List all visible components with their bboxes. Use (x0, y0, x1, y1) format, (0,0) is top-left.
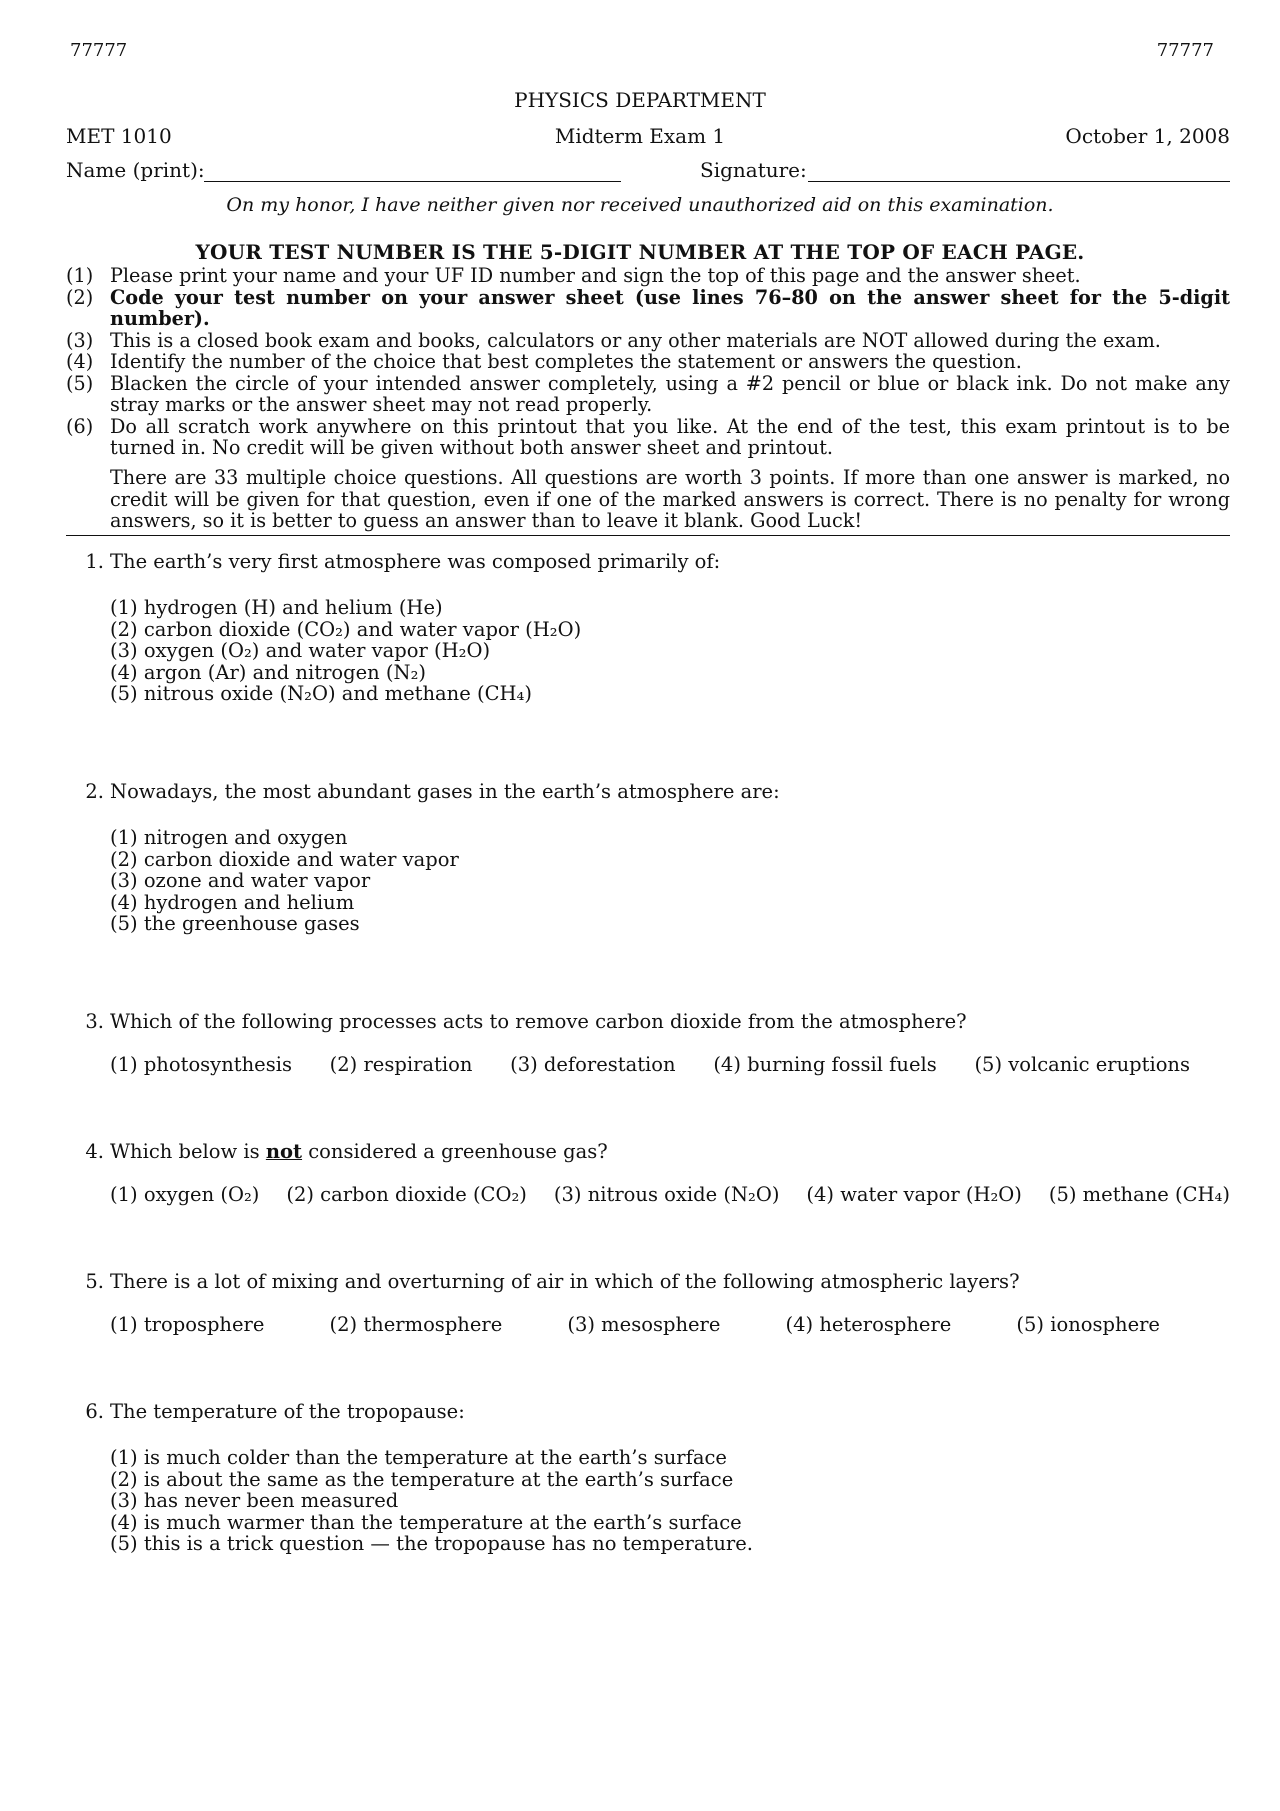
test-number-left: 77777 (70, 40, 128, 61)
exam-date: October 1, 2008 (1065, 124, 1230, 148)
answer-choice: (4) argon (Ar) and nitrogen (N₂) (110, 660, 426, 684)
question-number: 5. (85, 1270, 104, 1293)
answer-choice: (3) ozone and water vapor (110, 869, 371, 892)
answer-choice: (4) water vapor (H₂O) (806, 1183, 1022, 1206)
answer-choice: (4) heterosphere (785, 1313, 952, 1336)
instruction-item: (5) Blacken the circle of your intended answer completely, using a #2 pencil or blue or black ink. Do not make any stray marks or the answer sheet may not read properly. (66, 371, 1230, 416)
instructions-list (66, 265, 1230, 459)
emphasis-not: not (265, 1140, 303, 1163)
question-number: 1. (85, 550, 104, 573)
question-5 (66, 1270, 1230, 1336)
answer-choice: (5) volcanic eruptions (974, 1053, 1190, 1076)
answer-choice: (5) nitrous oxide (N₂O) and methane (CH₄) (110, 682, 532, 705)
answer-choice: (3) nitrous oxide (N₂O) (553, 1183, 780, 1206)
instruction-item: (3) This is a closed book exam and books, calculators or any other materials are NOT allowed during the exam. (66, 328, 1161, 352)
question-stem: The temperature of the tropopause: (110, 1400, 465, 1423)
honor-pledge: On my honor, I have neither given nor received unauthorized aid on this examination. (226, 194, 1054, 216)
test-number-headline: YOUR TEST NUMBER IS THE 5-DIGIT NUMBER AT THE TOP OF EACH PAGE. (195, 240, 1085, 264)
answer-choice: (1) nitrogen and oxygen (110, 826, 348, 849)
answer-choice: (1) photosynthesis (110, 1053, 292, 1076)
answer-choice: (3) mesosphere (567, 1313, 721, 1336)
answer-choice: (2) thermosphere (329, 1313, 503, 1336)
question-4 (66, 1140, 1230, 1206)
question-number: 6. (85, 1400, 104, 1423)
instruction-item: (6) Do all scratch work anywhere on this printout that you like. At the end of the test, this exam printout is to be turned in. No credit will be given without both answer sheet and printout. (66, 414, 1230, 459)
answer-choice: (2) carbon dioxide (CO₂) and water vapor (H₂O) (110, 617, 582, 641)
answer-choice: (1) troposphere (110, 1313, 265, 1336)
answer-choice: (4) hydrogen and helium (110, 890, 355, 914)
name-field[interactable] (204, 181, 621, 182)
question-1 (66, 550, 1230, 705)
course-code: MET 1010 (66, 124, 172, 148)
answer-choice: (1) is much colder than the temperature at the earth’s surface (110, 1446, 727, 1469)
signature-field[interactable] (808, 181, 1230, 182)
instruction-item: (4) Identify the number of the choice that best completes the statement or answers the question. (66, 350, 1022, 373)
answer-choice: (5) the greenhouse gases (110, 912, 360, 935)
answer-choice: (5) ionosphere (1016, 1313, 1160, 1336)
name-label: Name (print): (66, 158, 205, 182)
question-stem: Nowadays, the most abundant gases in the earth’s atmosphere are: (110, 780, 780, 803)
answer-choice: (1) hydrogen (H) and helium (He) (110, 596, 443, 619)
signature-label: Signature: (700, 158, 807, 182)
question-stem: Which of the following processes acts to remove carbon dioxide from the atmosphere? (110, 1010, 967, 1033)
question-number: 2. (85, 780, 104, 803)
question-6 (66, 1400, 1230, 1555)
instruction-item: (2) Code your test number on your answer sheet (use lines 76–80 on the answer sheet for the 5-digit number). (66, 285, 1230, 330)
department-title: PHYSICS DEPARTMENT (514, 88, 766, 112)
instruction-item: (1) Please print your name and your UF ID number and sign the top of this page and the answer sheet. (66, 264, 1081, 287)
answer-choice: (2) respiration (329, 1053, 473, 1076)
question-stem: The earth’s very first atmosphere was composed primarily of: (110, 550, 721, 573)
exam-note: There are 33 multiple choice questions. All questions are worth 3 points. If more than one answer is marked, no credit will be given for that question, even if one of the marked answers is correct. There is no penalty for wrong answers, so it is better to guess an answer than to leave it blank. Good Luck! (110, 466, 1230, 532)
question-stem: Which below is not considered a greenhouse gas? (110, 1140, 608, 1163)
answer-choice: (3) deforestation (510, 1053, 676, 1076)
answer-choice: (5) methane (CH₄) (1048, 1183, 1230, 1206)
question-stem: There is a lot of mixing and overturning of air in which of the following atmospheric layers? (110, 1270, 1020, 1293)
question-number: 3. (85, 1010, 104, 1033)
question-2 (66, 780, 1230, 935)
answer-choice: (5) this is a trick question — the tropopause has no temperature. (110, 1532, 753, 1555)
answer-choice: (2) carbon dioxide (CO₂) (286, 1183, 527, 1206)
answer-choice: (3) oxygen (O₂) and water vapor (H₂O) (110, 639, 491, 662)
answer-choice: (4) is much warmer than the temperature at the earth’s surface (110, 1510, 742, 1534)
answer-choice: (2) carbon dioxide and water vapor (110, 847, 459, 871)
test-number-right: 77777 (1156, 40, 1214, 61)
answer-choice: (4) burning fossil fuels (713, 1053, 937, 1076)
question-3 (66, 1010, 1230, 1076)
question-number: 4. (85, 1140, 104, 1163)
answer-choice: (2) is about the same as the temperature at the earth’s surface (110, 1467, 734, 1491)
answer-choice: (3) has never been measured (110, 1489, 399, 1512)
answer-choice: (1) oxygen (O₂) (110, 1183, 260, 1206)
divider (66, 535, 1230, 536)
exam-title: Midterm Exam 1 (554, 124, 726, 148)
